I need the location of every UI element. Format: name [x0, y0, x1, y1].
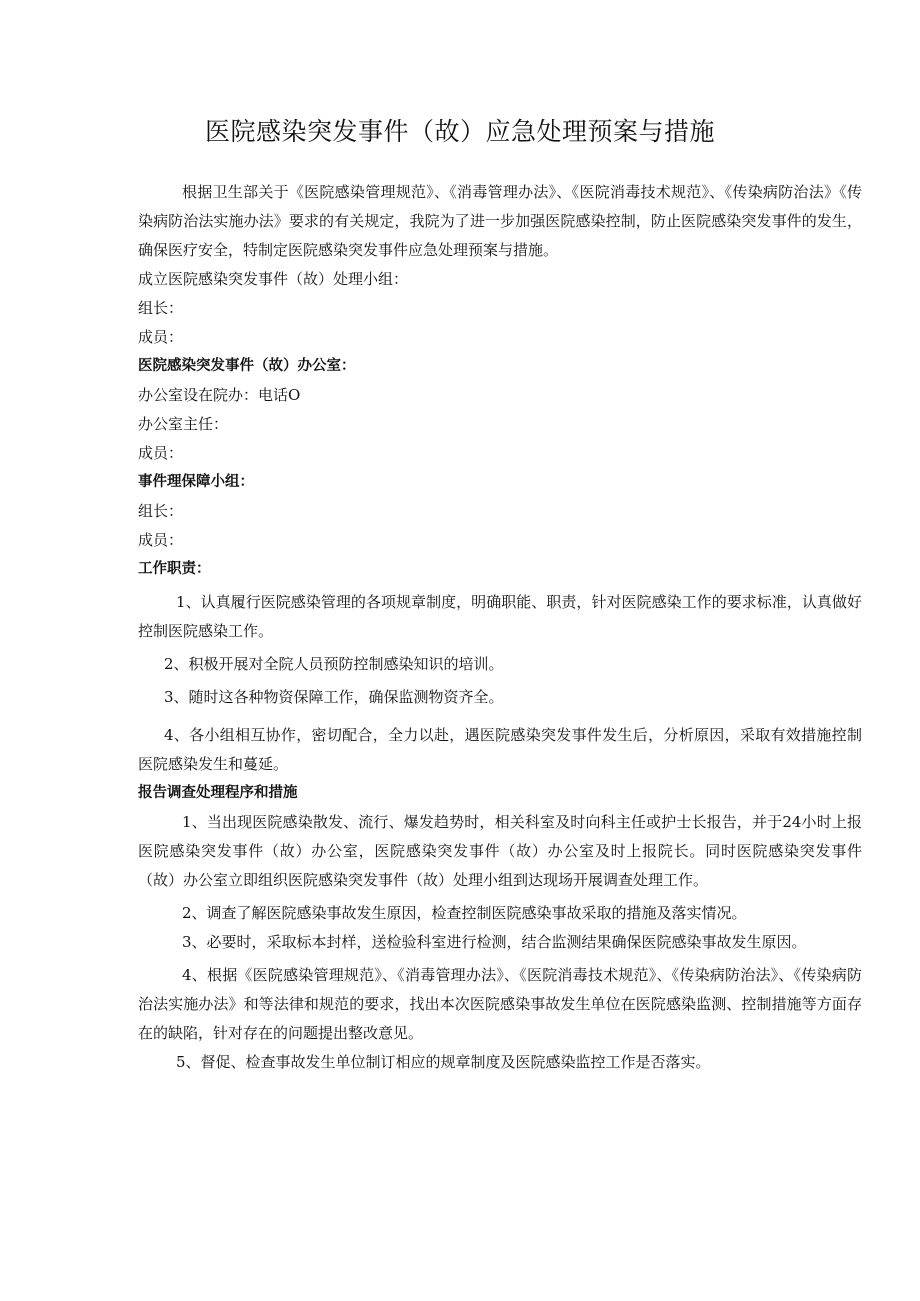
duties-heading: 工作职责：: [138, 561, 211, 577]
office-location-line: 办公室设在院办：电话O: [138, 386, 301, 404]
procedure-item: 5、督促、检查事故发生单位制订相应的规章制度及医院感染监控工作是否落实。: [176, 1053, 711, 1071]
duty-item: 3、随时这各种物资保障工作，确保监测物资齐全。: [164, 688, 504, 706]
support-heading: 事件理保障小组：: [138, 474, 254, 490]
document-title: 医院感染突发事件（故）应急处理预案与措施: [204, 117, 715, 146]
office-members-line: 成员：: [138, 444, 184, 462]
office-heading: 医院感染突发事件（故）办公室：: [138, 358, 356, 374]
support-members-line: 成员：: [138, 531, 184, 549]
procedure-item: 2、调查了解医院感染事故发生原因，检查控制医院感染事故采取的措施及落实情况。: [182, 904, 747, 922]
procedure-item: 1、当出现医院感染散发、流行、爆发趋势时，相关科室及时向科主任或护士长报告，并于24小时上报医院感染突发事件（故）办公室，医院感染突发事件（故）办公室及时上报院长。同时医院感染突发事件（故）办公室立即组织医院感染突发事件（故）处理小组到达现场开展调查处理工作。: [138, 813, 862, 889]
duty-item: 4、各小组相互协作，密切配合，全力以赴，遇医院感染突发事件发生后，分析原因，采取有效措施控制医院感染发生和蔓延。: [138, 726, 862, 773]
office-director-line: 办公室主任：: [138, 415, 229, 433]
support-leader-line: 组长：: [138, 502, 184, 520]
duty-item: 1、认真履行医院感染管理的各项规章制度，明确职能、职责，针对医院感染工作的要求标准，认真做好控制医院感染工作。: [138, 593, 862, 640]
team-leader-line: 组长：: [138, 299, 184, 317]
procedure-heading: 报告调查处理程序和措施: [138, 785, 298, 801]
procedure-item: 4、根据《医院感染管理规范》、《消毒管理办法》、《医院消毒技术规范》、《传染病防治法》、《传染病防治法实施办法》和等法律和规范的要求，找出本次医院感染事故发生单位在医院感染监测、控制措施等方面存在的缺陷，针对存在的问题提出整改意见。: [138, 966, 862, 1042]
duty-item: 2、积极开展对全院人员预防控制感染知识的培训。: [164, 655, 504, 673]
intro-paragraph: 根据卫生部关于《医院感染管理规范》、《消毒管理办法》、《医院消毒技术规范》、《传染病防治法》《传染病防治法实施办法》要求的有关规定，我院为了进一步加强医院感染控制，防止医院感染突发事件的发生，确保医疗安全，特制定医院感染突发事件应急处理预案与措施。: [138, 183, 862, 259]
team-heading: 成立医院感染突发事件（故）处理小组：: [138, 270, 409, 288]
team-members-line: 成员：: [138, 328, 184, 346]
document-body: [138, 178, 862, 1077]
procedure-item: 3、必要时，采取标本封样，送检验科室进行检测，结合监测结果确保医院感染事故发生原因。: [182, 933, 807, 951]
